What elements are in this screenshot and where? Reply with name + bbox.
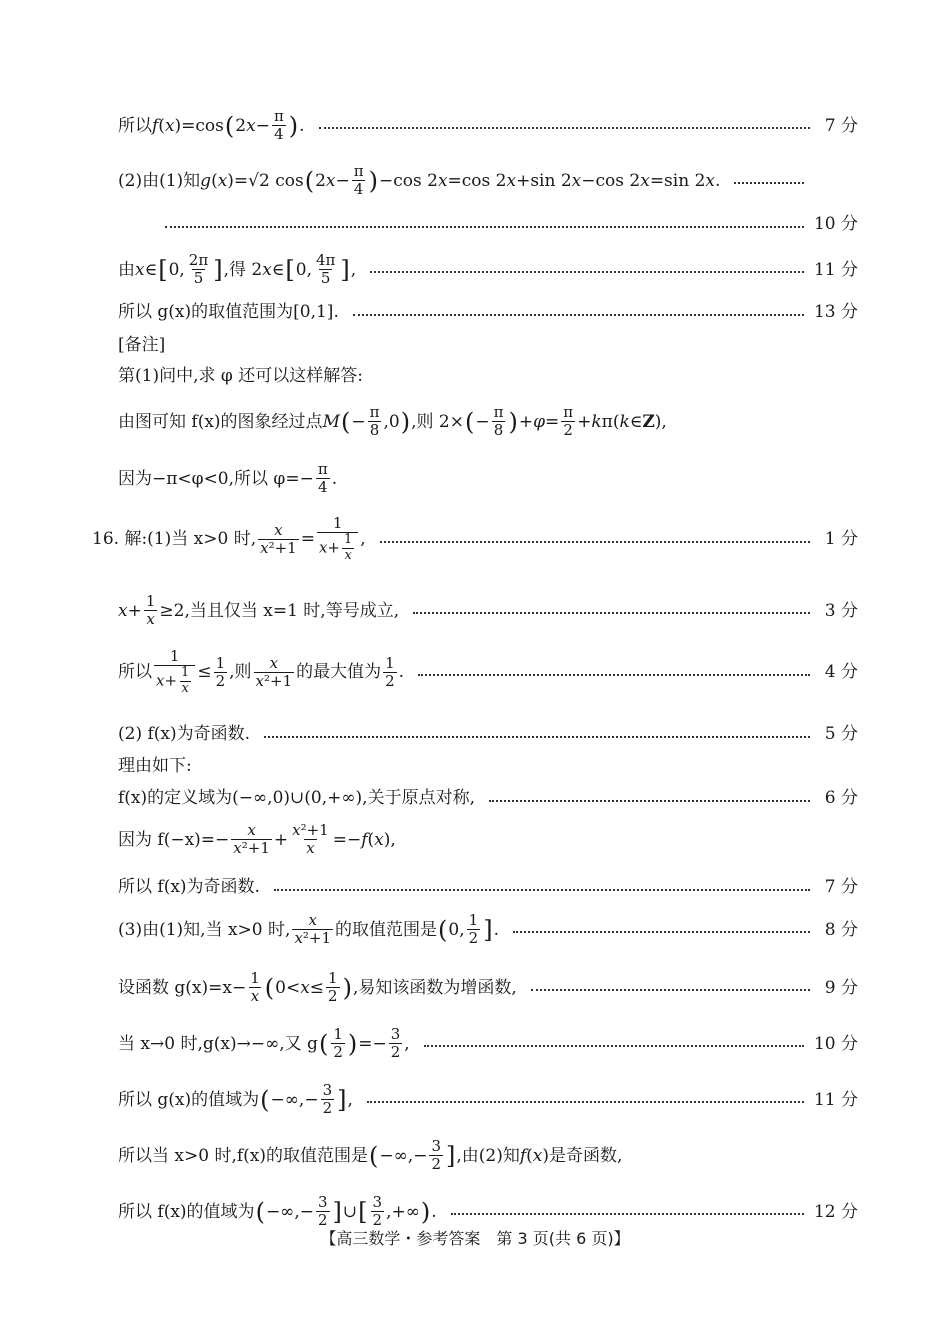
q16-line-5	[118, 756, 858, 776]
q16-line-4	[118, 724, 858, 744]
text: 所以当 x>0 时,f(x)的取值范围是	[118, 1145, 369, 1166]
text: 当 x→0 时,g(x)→−∞,又 g	[118, 1033, 318, 1054]
text: 因为−π<φ<0,所以 φ=−	[118, 468, 314, 489]
score: 11 分	[813, 259, 858, 280]
q16-line-13: 所以当 x>0 时,f(x)的取值范围是 ( −∞,− $\frac{3}{2}$ ] ,由(2)知 f ( x )是奇函数,	[118, 1137, 623, 1174]
line-note-1	[118, 366, 858, 386]
q16-line-14: 所以 f(x)的值域为 ( −∞,− $\frac{3}{2}$ ] ∪ [ $\frac{3}{2}$ ,+∞ ) . 12 分	[118, 1193, 858, 1230]
q16-line-6	[118, 788, 858, 808]
text: 所以 g(x)的值域为	[118, 1089, 260, 1110]
score: 3 分	[824, 600, 858, 621]
dot-leader	[424, 1044, 804, 1047]
q16-line-3: 所以 1 x+ $\frac{1}{x}$ ≤ $\frac{1}{2}$ ,则 $\frac{x}{\text{x²+1}}$ 的最大值为 $\frac{1}{2}$ . 4 分	[118, 647, 858, 697]
line-note-title	[118, 335, 858, 355]
text: 由图可知 f(x)的图象经过点	[118, 411, 323, 432]
score: 4 分	[824, 662, 858, 683]
dot-leader	[413, 611, 810, 614]
dot-leader	[380, 540, 810, 543]
dot-leader	[531, 988, 810, 991]
score: 6 分	[824, 788, 858, 808]
text: 所以	[118, 115, 152, 136]
score: 10 分	[813, 214, 858, 234]
dot-leader	[319, 126, 810, 129]
text: 设函数 g(x)=x−	[118, 977, 247, 998]
score: 8 分	[824, 919, 858, 940]
text: (2) f(x)为奇函数.	[118, 724, 251, 744]
score: 9 分	[824, 977, 858, 998]
q16-line-2: x + $\frac{1}{x}$ ≥2,当且仅当 x=1 时,等号成立, 3 分	[118, 592, 858, 629]
text: 所以 g(x)的取值范围为[0,1].	[118, 302, 339, 322]
dot-leader	[353, 313, 804, 316]
q16-line-7: 因为 f(−x)=− $\frac{x}{\text{x²+1}}$ + $\frac{\text{x²+1}}{x}$ =− f ( x ),	[118, 821, 396, 858]
line-4: 由 x ∈ [ 0, $\frac{2\pi}{5}$ ] ,得 2 x ∈ [ 0, $\frac{4\pi}{5}$ ] , 11 分	[118, 251, 858, 288]
text: [备注]	[118, 335, 166, 355]
q16-line-11: 当 x→0 时,g(x)→−∞,又 g ( $\frac{1}{2}$ ) =− $\frac{3}{2}$ , 10 分	[118, 1025, 858, 1062]
line-5	[118, 302, 858, 322]
text: 所以 f(x)为奇函数.	[118, 877, 260, 897]
text: 所以	[118, 662, 152, 683]
score: 7 分	[824, 877, 858, 897]
text: 由	[118, 259, 135, 280]
line-3	[165, 214, 858, 234]
score: 13 分	[813, 302, 858, 322]
line-1: 所以 f ( x )=cos ( 2 x − $\frac{\pi}{4}$ ) . 7 分	[118, 107, 858, 144]
text: 16. 解:(1)当 x>0 时,	[92, 529, 257, 550]
score: 11 分	[813, 1089, 858, 1110]
dot-leader	[165, 225, 804, 228]
score: 1 分	[824, 529, 858, 550]
line-2: (2)由(1)知 g ( x )=√2 cos ( 2 x − $\frac{\pi}{4}$ ) −cos 2 x =cos 2 x +sin 2 x −cos 2 x =sin 2 x .	[118, 163, 858, 199]
text: 第(1)问中,求 φ 还可以这样解答:	[118, 366, 363, 386]
score: 12 分	[813, 1201, 858, 1222]
line-note-2: 由图可知 f(x)的图象经过点 M ( − $\frac{\pi}{8}$ ,0 ) ,则 2× ( − $\frac{\pi}{8}$ ) + φ = $\frac{\pi}{2}$ + k π( k ∈ Z ),	[118, 403, 667, 440]
text: ≥2,当且仅当 x=1 时,等号成立,	[159, 600, 400, 621]
text: 理由如下:	[118, 756, 192, 776]
score: 5 分	[824, 724, 858, 744]
line-note-3: 因为−π<φ<0,所以 φ=− $\frac{\pi}{4}$ .	[118, 460, 338, 497]
dot-leader	[370, 270, 804, 273]
dot-leader	[274, 888, 810, 891]
q16-line-8	[118, 877, 858, 897]
page-footer: 【高三数学・参考答案 第 3 页(共 6 页)】	[320, 1229, 630, 1248]
q16-line-9: (3)由(1)知,当 x>0 时, $\frac{x}{\text{x²+1}}$ 的取值范围是 ( 0, $\frac{1}{2}$ ] . 8 分	[118, 911, 858, 948]
dot-leader	[418, 673, 810, 676]
text: (3)由(1)知,当 x>0 时,	[118, 919, 291, 940]
text: (2)由(1)知	[118, 170, 201, 191]
dot-leader	[264, 735, 810, 738]
text: f(x)的定义域为(−∞,0)∪(0,+∞),关于原点对称,	[118, 788, 475, 808]
score: 10 分	[813, 1033, 858, 1054]
q16-line-1: 16. 解:(1)当 x>0 时, $\frac{x}{\text{x²+1}}$ = 1 x+ $\frac{1}{x}$ , 1 分	[92, 514, 858, 564]
dot-leader	[367, 1100, 804, 1103]
q16-line-10: 设函数 g(x)=x− $\frac{1}{x}$ ( 0< x ≤ $\frac{1}{2}$ ) ,易知该函数为增函数, 9 分	[118, 969, 858, 1006]
dot-leader	[513, 930, 810, 933]
text: 因为 f(−x)=−	[118, 829, 230, 850]
dot-leader	[489, 799, 810, 802]
score: 7 分	[824, 115, 858, 136]
dot-leader	[734, 181, 804, 184]
q16-line-12: 所以 g(x)的值域为 ( −∞,− $\frac{3}{2}$ ] , 11 分	[118, 1081, 858, 1118]
dot-leader	[451, 1212, 804, 1215]
text: 所以 f(x)的值域为	[118, 1201, 255, 1222]
